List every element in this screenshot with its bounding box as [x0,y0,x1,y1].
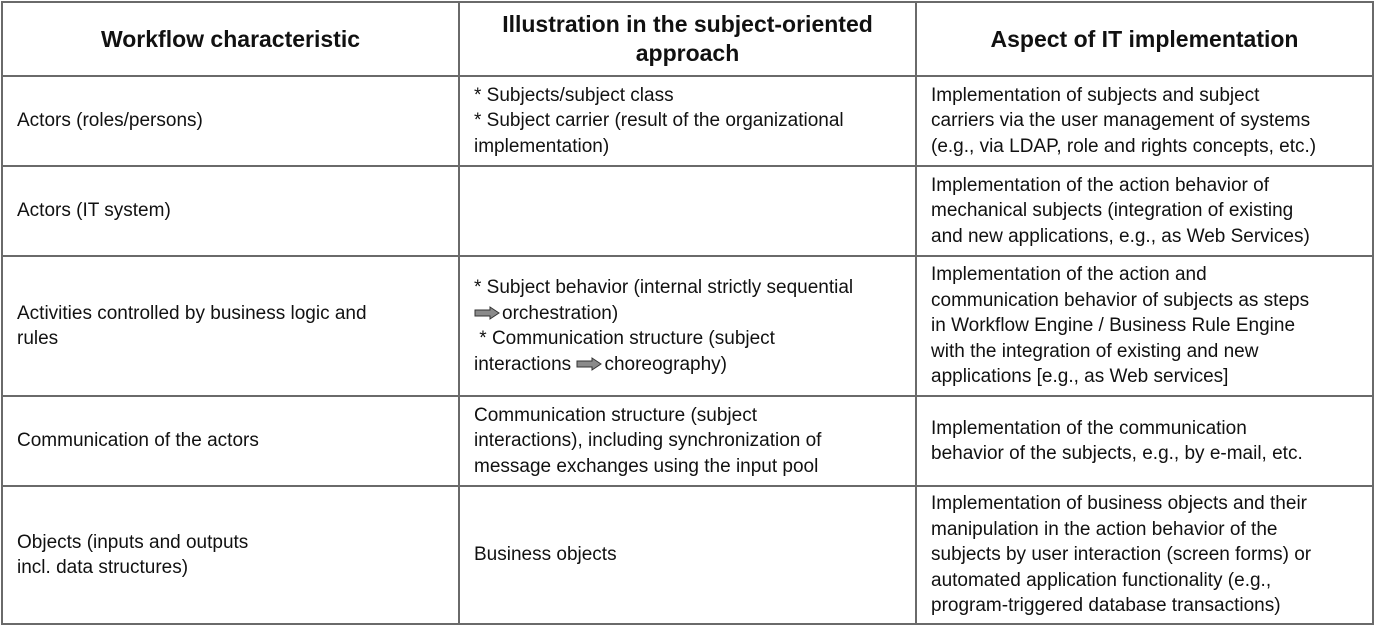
illustration-cell: * Subject behavior (internal strictly sequential orchestration) * Communication structure (subject interactions choreography) [459,256,916,396]
characteristic-cell: Communication of the actors [2,396,459,486]
aspect-cell: Implementation of the action and communication behavior of subjects as steps in Workflow Engine / Business Rule Engine with the integration of existing and new applications [e.g., as Web services] [916,256,1373,396]
table-row [2,256,1373,396]
illustration-cell: * Subjects/subject class * Subject carrier (result of the organizational implementation) [459,76,916,166]
header-it-aspect: Aspect of IT implementation [916,2,1373,76]
aspect-cell: Implementation of subjects and subject carriers via the user management of systems (e.g., via LDAP, role and rights concepts, etc.) [916,76,1373,166]
illustration-cell: Business objects [459,486,916,624]
right-arrow-icon [576,357,602,371]
header-workflow-characteristic: Workflow characteristic [2,2,459,76]
characteristic-cell: Activities controlled by business logic and rules [2,256,459,396]
table-row [2,76,1373,166]
aspect-cell: Implementation of business objects and their manipulation in the action behavior of the subjects by user interaction (screen forms) or automated application functionality (e.g., program-triggered database transactions) [916,486,1373,624]
characteristic-cell: Actors (roles/persons) [2,76,459,166]
workflow-table [1,1,1374,625]
aspect-cell: Implementation of the communication behavior of the subjects, e.g., by e-mail, etc. [916,396,1373,486]
characteristic-cell: Objects (inputs and outputs incl. data structures) [2,486,459,624]
aspect-cell: Implementation of the action behavior of mechanical subjects (integration of existing and new applications, e.g., as Web Services) [916,166,1373,256]
header-row [2,2,1373,76]
header-illustration: Illustration in the subject-oriented approach [459,2,916,76]
characteristic-cell: Actors (IT system) [2,166,459,256]
illustration-cell: Communication structure (subject interactions), including synchronization of message exchanges using the input pool [459,396,916,486]
right-arrow-icon [474,306,500,320]
table-row [2,486,1373,624]
table-row [2,166,1373,256]
table-row [2,396,1373,486]
illustration-cell [459,166,916,256]
